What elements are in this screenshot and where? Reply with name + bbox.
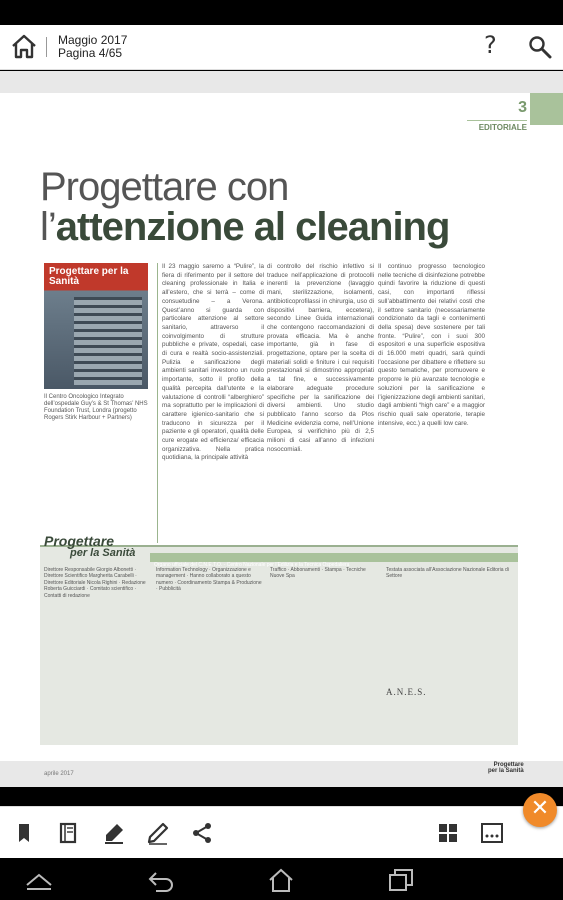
cover-image bbox=[44, 263, 148, 389]
article-column-2 bbox=[267, 263, 374, 543]
share-icon[interactable] bbox=[190, 821, 214, 845]
cover-caption: Il Centro Oncologico Integrato dell’ospedale Guy’s & St Thomas’ NHS Foundation Trust, Londra (progetto Rogers Stirk Harbour + Partners) bbox=[44, 394, 148, 421]
page-number-tab bbox=[530, 93, 563, 125]
column-text: Il continuo progresso tecnologico nelle tecniche di disinfezione potrebbe quindi favorire la riduzione di questi casi, con importanti riflessi sull’abbattimento dei relativi costi che il settore sanitario (necessariamente condizionato da tagli e contenimenti della spesa) deve sostenere per tali fronte. “Pulire”, con i suoi 300 espositori e una superficie espositiva di 16.000 metri quadri, sarà quindi l’occasione per dibattere e riflettere su questo tematiche, per promuovere e proporre le più avanzate tecnologie e soluzioni per la sanificazione e l’igienizzazione degli ambienti sanitari, dagli ambienti “high care” e a maggior rischio quali sale operatorie, terapie intensive, ecc.) a quelli low care. bbox=[378, 263, 485, 427]
page-label: Pagina 4/65 bbox=[58, 46, 123, 60]
magazine-page bbox=[0, 93, 563, 777]
building-photo bbox=[74, 297, 142, 385]
page-number: 3 bbox=[518, 99, 527, 116]
help-icon[interactable]: ? bbox=[484, 31, 497, 59]
footer-date: aprile 2017 bbox=[44, 771, 74, 777]
masthead-logo: Progettare bbox=[44, 533, 115, 549]
nav-recent-icon[interactable] bbox=[386, 867, 416, 893]
masthead-band bbox=[150, 553, 518, 568]
nav-up-icon[interactable] bbox=[24, 867, 54, 893]
headline-line2 bbox=[40, 205, 449, 250]
masthead-column: Testata associata all’Associazione Nazionale Editoria di Settore bbox=[386, 567, 509, 580]
footer-logo bbox=[488, 762, 524, 774]
masthead-column: Traffico · Abbonamenti · Stampa · Tecniche Nuove Spa bbox=[270, 567, 366, 580]
issue-info bbox=[58, 34, 127, 60]
article-column-3 bbox=[378, 263, 485, 543]
divider bbox=[46, 37, 47, 57]
footer-logo-top: Progettare bbox=[493, 762, 524, 768]
more-icon[interactable] bbox=[480, 821, 504, 845]
book-icon[interactable] bbox=[56, 821, 80, 845]
anes-logo: A.N.E.S. bbox=[386, 687, 427, 697]
headline-prefix: l’ bbox=[40, 205, 56, 249]
rubric-label: EDITORIALE bbox=[467, 120, 527, 132]
pen-icon[interactable] bbox=[146, 821, 170, 845]
masthead-box bbox=[40, 533, 518, 745]
bookmark-icon[interactable] bbox=[12, 821, 36, 845]
footer-logo-bottom: per la Sanità bbox=[488, 768, 524, 774]
nav-home-icon[interactable] bbox=[266, 867, 296, 893]
column-text: di controllo del rischio infettivo si traduce nell’applicazione di protocolli inerenti la prevenzione (lavaggio mani, sterilizzazione, isolamenti, antibioticoprofilassi in chirurgia, uso di dispositivi barriera, eccetera), secondo Linee Guida internazionali che contengono raccomandazioni di provata efficacia. Ma è anche importante, già in fase di progettazione, optare per la scelta di materiali solidi e finiture i cui requisiti prestazionali si dimostrino appropriati a tal fine, e successivamente elaborare adeguate procedure specifiche per la sanificazione dei diversi ambienti. Uno studio pubblicato l’anno scorso da Plos Medicine evidenzia come, nell’Unione Europea, si verifichino più di 2,5 milioni di casi all’anno di infezioni nosocomiali. bbox=[267, 263, 374, 453]
home-icon[interactable] bbox=[10, 33, 38, 59]
masthead-logo-sub: per la Sanità bbox=[70, 547, 136, 559]
cover-title: Progettare per la Sanità bbox=[49, 266, 129, 287]
system-nav-bar bbox=[0, 858, 563, 900]
masthead-column: Direttore Responsabile Giorgio Albonetti · Direttore Scientifico Margherita Carabelli · Direttore Editoriale Nicola Righini · Redazione Roberta Guicciardi · Comitato scientifico · Contatti di redazione bbox=[44, 567, 146, 599]
top-bar bbox=[0, 25, 563, 70]
issue-title: Maggio 2017 bbox=[58, 33, 128, 47]
headline-bold: attenzione al cleaning bbox=[55, 205, 450, 249]
search-icon[interactable] bbox=[528, 35, 552, 59]
column-text: Il 23 maggio saremo a “Pulire”, la fiera di riferimento per il settore del cleaning professionale in Italia e all’estero, che si terrà – come di consuetudine – a Verona. Quest’anno si guarda con particolare attenzione al settore sanitario, attraverso il coinvolgimento di strutture pubbliche e private, ospedali, case di cura e realtà socio-assistenziali. Pulizia e sanificazione degli ambienti sanitari investono un ruolo importante, sotto il profilo della qualità percepita dall’utente e la valutazione di controlli “alberghiero” ma soprattutto per le implicazioni di carattere igienico-sanitario che si traducono in sicurezza per il paziente e gli operatori, qualità delle cure erogate ed efficienza/ efficacia organizzativa. Nella pratica quotidiana, la principale attività bbox=[162, 263, 264, 462]
status-bar bbox=[0, 0, 563, 25]
close-icon[interactable]: ✕ bbox=[523, 793, 557, 827]
reader-viewport[interactable] bbox=[0, 71, 563, 787]
masthead-band-text: Organo ufficiale del C.N.E.T.O. - Centro Nazionale per l’Edilizia e la Tecnica Ospedaliera bbox=[154, 562, 350, 568]
bottom-toolbar bbox=[0, 806, 563, 858]
highlight-icon[interactable] bbox=[102, 821, 126, 845]
headline-line1: Progettare con bbox=[40, 165, 289, 209]
article-column-1 bbox=[157, 263, 264, 543]
grid-icon[interactable] bbox=[436, 821, 460, 845]
nav-back-icon[interactable] bbox=[146, 867, 176, 893]
masthead-column: Information Technology · Organizzazione e management · Hanno collaborato a questo numero · Coordinamento Stampa & Produzione · Pubblicità bbox=[156, 567, 262, 593]
